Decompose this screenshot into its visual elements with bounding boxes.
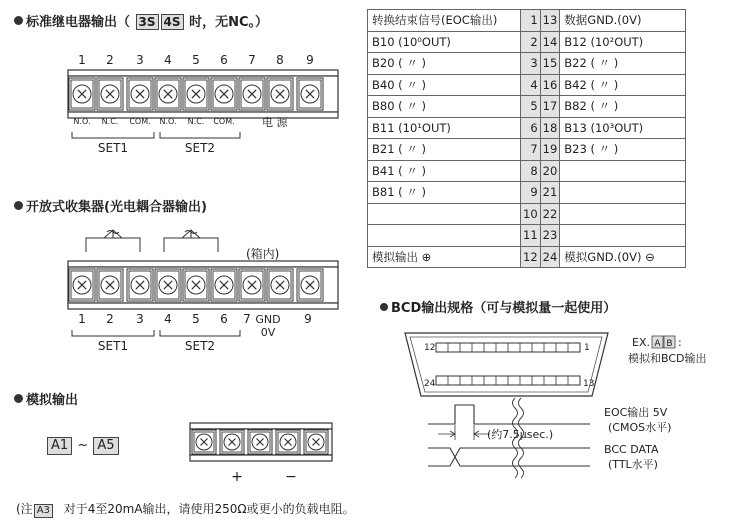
pin-number-right: 18 <box>540 117 560 139</box>
badge-4s: 4S <box>161 14 184 30</box>
badge-a: A <box>654 339 661 349</box>
pin-number-left: 6 <box>521 117 541 139</box>
relay-group-set1: SET1 <box>97 141 129 155</box>
bcd-title-text: BCD输出规格（可与模拟量一起使用） <box>391 301 617 316</box>
signal-name-right: 数据GND.(0V) <box>560 10 686 32</box>
eoc-waveform <box>428 405 590 424</box>
analog-title-text: 模拟输出 <box>26 393 79 408</box>
pin-12-label: 12 <box>424 343 436 353</box>
footnote <box>16 500 355 518</box>
contact-label: N.C. <box>187 117 205 126</box>
pin-number-right: 24 <box>540 246 560 268</box>
pin-number-left: 3 <box>521 53 541 75</box>
signal-name-left: 转换结束信号(EOC输出) <box>368 10 521 32</box>
pulse-width-label: (约7.5μsec.) <box>487 428 554 441</box>
bcc-level: (TTL水平) <box>608 458 658 471</box>
power-label: 电 源 <box>262 116 288 129</box>
pin-number-right: 14 <box>540 31 560 53</box>
signal-name-right: B42 ( 〃 ) <box>560 74 686 96</box>
footnote-text: 对于4至20mA输出，请使用250Ω或更小的负载电阻。 <box>63 502 355 516</box>
pin-24-label: 24 <box>424 379 436 389</box>
signal-name-left: B11 (10¹OUT) <box>368 117 521 139</box>
pin-number-right: 15 <box>540 53 560 75</box>
contact-label: N.O. <box>159 117 177 126</box>
terminal-number: 7 <box>243 312 251 326</box>
terminal-number: 7 <box>248 53 256 67</box>
pin-number-left: 10 <box>521 203 541 225</box>
signal-name-right: B13 (10³OUT) <box>560 117 686 139</box>
internal-label: (箱内) <box>246 247 280 261</box>
contact-label: N.C. <box>101 117 119 126</box>
signal-name-left: B40 ( 〃 ) <box>368 74 521 96</box>
terminal-number: 4 <box>164 53 172 67</box>
pin-number-right: 13 <box>540 10 560 32</box>
pin-number-right: 19 <box>540 139 560 161</box>
signal-name-left: B10 (10⁰OUT) <box>368 31 521 53</box>
pin-number-right: 16 <box>540 74 560 96</box>
gnd-value: 0V <box>260 326 276 339</box>
pin-number-right: 21 <box>540 182 560 204</box>
terminal-number: 8 <box>276 53 284 67</box>
signal-name-left: B20 ( 〃 ) <box>368 53 521 75</box>
terminal-number: 1 <box>78 312 86 326</box>
gnd-label: GND <box>255 313 281 326</box>
terminal-number: 5 <box>192 312 200 326</box>
badge-b: B <box>666 339 673 349</box>
pin-number-left: 8 <box>521 160 541 182</box>
terminal-number: 3 <box>136 312 144 326</box>
signal-name-right: 模拟GND.(0V) ⊖ <box>560 246 686 268</box>
pin-13-label: 13 <box>583 379 595 389</box>
pin-number-left: 4 <box>521 74 541 96</box>
signal-name-right: B82 ( 〃 ) <box>560 96 686 118</box>
badge-a3: A3 <box>34 504 53 518</box>
relay-title-suffix: 时，无NC。） <box>189 15 268 30</box>
badge-a1: A1 <box>47 437 72 455</box>
collector-group-set1: SET1 <box>97 339 129 353</box>
terminal-number: 4 <box>164 312 172 326</box>
signal-name-right: B22 ( 〃 ) <box>560 53 686 75</box>
pin-number-left: 7 <box>521 139 541 161</box>
footnote-prefix: (注 <box>16 502 33 516</box>
terminal-number: 6 <box>220 312 228 326</box>
badge-a5: A5 <box>93 437 118 455</box>
collector-group-set2: SET2 <box>184 339 216 353</box>
terminal-number: 5 <box>192 53 200 67</box>
bcc-waveform-low <box>428 448 590 466</box>
relay-title-text: 标准继电器输出（ <box>26 15 131 30</box>
terminal-number: 9 <box>306 53 314 67</box>
pin-number-left: 5 <box>521 96 541 118</box>
terminal-number: 6 <box>220 53 228 67</box>
terminal-number: 2 <box>106 312 114 326</box>
ex-label: EX. <box>632 336 650 349</box>
terminal-number: 3 <box>136 53 144 67</box>
analog-minus: − <box>285 469 297 485</box>
ex-colon: : <box>678 336 682 349</box>
signal-name-right: B12 (10²OUT) <box>560 31 686 53</box>
pin-number-right: 22 <box>540 203 560 225</box>
pin-number-left: 12 <box>521 246 541 268</box>
eoc-level: (CMOS水平) <box>608 421 672 434</box>
analog-plus: + <box>231 469 243 485</box>
contact-label: COM. <box>213 117 235 126</box>
signal-name-left: B21 ( 〃 ) <box>368 139 521 161</box>
relay-group-set2: SET2 <box>184 141 216 155</box>
signal-name-left: B81 ( 〃 ) <box>368 182 521 204</box>
badge-3s: 3S <box>136 14 159 30</box>
bcc-label: BCC DATA <box>604 443 659 456</box>
pin-number-left: 1 <box>521 10 541 32</box>
signal-name-right: B23 ( 〃 ) <box>560 139 686 161</box>
signal-name-left: B80 ( 〃 ) <box>368 96 521 118</box>
terminal-number: 1 <box>78 53 86 67</box>
pin-1-label: 1 <box>584 343 590 353</box>
ex-desc: 模拟和BCD输出 <box>628 352 707 365</box>
pin-number-left: 2 <box>521 31 541 53</box>
terminal-number: 9 <box>304 312 312 326</box>
eoc-label: EOC输出 5V <box>604 406 668 419</box>
contact-label: COM. <box>129 117 151 126</box>
signal-name-left: 模拟输出 ⊕ <box>368 246 521 268</box>
pin-number-left: 9 <box>521 182 541 204</box>
pin-number-left: 11 <box>521 225 541 247</box>
collector-title-text: 开放式收集器(光电耦合器输出) <box>26 200 207 215</box>
range-separator: ~ <box>77 438 89 453</box>
pin-number-right: 20 <box>540 160 560 182</box>
terminal-number: 2 <box>106 53 114 67</box>
pin-number-right: 17 <box>540 96 560 118</box>
pin-number-right: 23 <box>540 225 560 247</box>
signal-name-left: B41 ( 〃 ) <box>368 160 521 182</box>
bcc-waveform-high <box>428 448 590 466</box>
contact-label: N.O. <box>73 117 91 126</box>
